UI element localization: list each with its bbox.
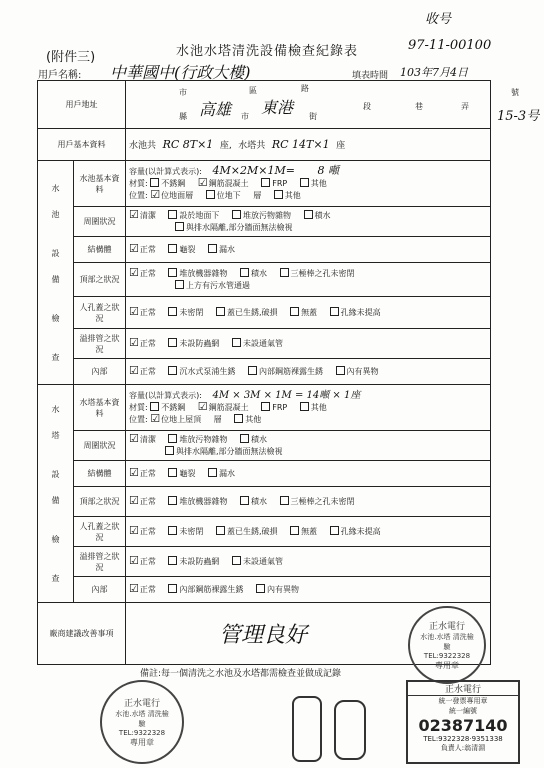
checkbox[interactable] <box>168 556 177 565</box>
pool-structure-label: 結構體 <box>74 237 126 263</box>
tower-material-text: 材質: <box>129 402 148 412</box>
pool-hole-cell: ☑正常 未密閉 蓋已生銹,破損 無蓋 孔緣未提高 <box>126 297 491 329</box>
pool-count-value: RC 8T×1 <box>162 138 214 151</box>
checkbox[interactable] <box>232 556 241 565</box>
address-district-label: 區 <box>249 85 257 95</box>
seal-small-2 <box>334 700 366 760</box>
pool-material-text: 材質: <box>129 179 148 188</box>
address-road-value: 東港 <box>261 97 294 117</box>
checkbox[interactable] <box>280 496 289 505</box>
tower-basic-label: 水塔基本資料 <box>74 385 126 431</box>
check-mark-icon[interactable]: ☑ <box>197 176 208 189</box>
tower-capacity-value: 4M × 3M × 1M = 14噸 × 1座 <box>212 389 361 401</box>
address-street-label: 街 <box>309 111 317 121</box>
checkbox[interactable] <box>240 496 249 505</box>
checkbox[interactable] <box>304 210 313 219</box>
checkbox[interactable] <box>208 244 217 253</box>
checkbox[interactable] <box>336 366 345 375</box>
check-mark-icon[interactable]: ☑ <box>129 336 139 349</box>
tower-overflow-label: 溢排管之狀況 <box>74 547 126 577</box>
tower-surround-cell: ☑清潔 堆放污物雜物 積水 與排水隔離,部分牆面無法檢視 <box>126 431 491 461</box>
tower-surround-label: 周圍狀況 <box>74 431 126 461</box>
address-alley-label: 弄 <box>461 101 469 111</box>
checkbox[interactable] <box>175 280 184 289</box>
checkbox[interactable] <box>216 526 225 535</box>
vendor-label: 廠商建議改善事項 <box>38 603 126 665</box>
address-number-label: 號 <box>511 87 519 97</box>
checkbox[interactable] <box>168 244 177 253</box>
checkbox[interactable] <box>261 402 270 411</box>
pool-capacity-result: 8 噸 <box>317 164 339 177</box>
checkbox[interactable] <box>165 446 174 455</box>
tower-top-label: 頂部之狀況 <box>74 487 126 517</box>
tower-inner-label: 內部 <box>74 577 126 603</box>
tower-section-label: 水 塔 設 備 檢 查 <box>38 385 74 603</box>
checkbox[interactable] <box>168 584 177 593</box>
basic-info-cell <box>126 129 491 161</box>
checkbox[interactable] <box>290 526 299 535</box>
checkbox[interactable] <box>232 338 241 347</box>
checkbox[interactable] <box>330 307 339 316</box>
serial-number: 97-11-00100 <box>408 38 492 53</box>
checkbox[interactable] <box>234 414 243 423</box>
basic-info-label: 用戶基本資料 <box>38 129 126 161</box>
pool-inner-cell: ☑正常 沉水式泵浦生銹 內部鋼筋裸露生銹 內有異物 <box>126 359 491 385</box>
check-mark-icon[interactable]: ☑ <box>129 265 139 279</box>
tower-count-text: 水塔共 <box>238 141 266 151</box>
fill-time-value: 103年7月4日 <box>400 66 468 79</box>
pool-structure-cell: ☑正常 龜裂 漏水 <box>126 237 491 263</box>
tower-inner-cell: ☑正常 內部鋼筋裸露生銹 內有異物 <box>126 577 491 603</box>
invoice-stamp: 正水電行 統一發票專用章 統一編號 02387140 TEL:9322328·9351338 負責人:翁清淵 <box>406 680 520 764</box>
pool-hole-label: 人孔蓋之狀況 <box>74 297 126 329</box>
checkbox[interactable] <box>240 434 249 443</box>
checkbox[interactable] <box>216 307 225 316</box>
address-city-label: 市 <box>179 87 187 97</box>
pool-basic-label: 水池基本資料 <box>74 161 126 207</box>
user-name-value: 中華國中(行政大樓) <box>110 63 251 82</box>
user-name-label: 用戶名稱: <box>38 70 82 81</box>
pool-surround-cell: ☑清潔 設於地面下 堆放污物雜物 積水 與排水隔離,部分牆面無法檢視 <box>126 207 491 237</box>
checkbox[interactable] <box>208 468 217 477</box>
inspection-form <box>37 80 540 665</box>
check-mark-icon[interactable]: ☑ <box>129 242 139 255</box>
check-mark-icon[interactable]: ☑ <box>129 554 139 567</box>
tower-structure-label: 結構體 <box>74 461 126 487</box>
address-number-value: 15-3号 <box>497 108 540 124</box>
pool-count-text: 水池共 <box>129 141 157 151</box>
checkbox[interactable] <box>175 222 184 231</box>
checkbox[interactable] <box>330 526 339 535</box>
checkbox[interactable] <box>168 526 177 535</box>
address-town-label: 市 <box>241 111 249 121</box>
checkbox[interactable] <box>168 210 177 219</box>
corner-mark: 收号 <box>425 12 452 27</box>
tower-unit: 座 <box>336 141 346 151</box>
checkbox[interactable] <box>300 402 309 411</box>
checkbox[interactable] <box>168 496 177 505</box>
checkbox[interactable] <box>168 307 177 316</box>
checkbox[interactable] <box>300 178 309 187</box>
pool-section-label: 水 池 設 備 檢 查 <box>38 161 74 385</box>
attachment-label: (附件三) <box>46 50 96 65</box>
checkbox[interactable] <box>206 190 215 199</box>
checkbox[interactable] <box>256 584 265 593</box>
pool-surround-label: 周圍狀況 <box>74 207 126 237</box>
tower-hole-cell: ☑正常 未密閉 蓋已生銹,破損 無蓋 孔緣未提高 <box>126 517 491 547</box>
page-title: 水池水塔清洗設備檢查紀錄表 <box>176 44 359 59</box>
checkbox[interactable] <box>280 268 289 277</box>
check-mark-icon[interactable]: ☑ <box>129 431 139 445</box>
check-mark-icon[interactable]: ☑ <box>197 399 208 413</box>
address-lane-label: 巷 <box>415 101 423 111</box>
checkbox[interactable] <box>274 190 283 199</box>
address-section-label: 段 <box>363 101 371 111</box>
pool-inner-label: 內部 <box>74 359 126 385</box>
check-mark-icon[interactable]: ☑ <box>129 582 139 595</box>
address-cell <box>126 81 540 129</box>
pool-unit: 座, <box>219 141 232 151</box>
footnote: 備註:每一個清洗之水池及水塔都需檢查並做成記錄 <box>140 669 342 679</box>
pool-capacity-value: 4M×2M×1M= <box>212 164 295 177</box>
tower-capacity-text: 容量(以計算式表示): <box>129 390 202 400</box>
pool-capacity-text: 容量(以計算式表示): <box>129 167 202 176</box>
pool-overflow-cell: ☑正常 未設防蟲網 未設通氣管 <box>126 329 491 359</box>
checkbox[interactable] <box>168 468 177 477</box>
check-mark-icon[interactable]: ☑ <box>129 466 139 479</box>
checkbox[interactable] <box>150 402 159 411</box>
pool-top-label: 頂部之狀況 <box>74 263 126 297</box>
tower-structure-cell: ☑正常 龜裂 漏水 <box>126 461 491 487</box>
address-county-value: 高雄 <box>199 99 232 119</box>
check-mark-icon[interactable]: ☑ <box>150 411 161 425</box>
tower-overflow-cell: ☑正常 未設防蟲網 未設通氣管 <box>126 547 491 577</box>
pool-position-text: 位置: <box>129 191 148 200</box>
check-mark-icon[interactable]: ☑ <box>150 188 161 201</box>
check-mark-icon[interactable]: ☑ <box>129 305 139 318</box>
pool-top-cell: ☑正常 堆放機器雜物 積水 三極棒之孔未密閉 上方有污水管通過 <box>126 263 491 297</box>
vendor-value: 管理良好 <box>219 623 308 648</box>
checkbox[interactable] <box>290 307 299 316</box>
check-mark-icon[interactable]: ☑ <box>129 364 139 377</box>
pool-overflow-label: 溢排管之狀況 <box>74 329 126 359</box>
company-seal-right: 正水電行 水池.水塔 清洗檢驗 TEL:9322328 專用章 <box>408 606 486 684</box>
check-mark-icon[interactable]: ☑ <box>129 524 139 537</box>
checkbox[interactable] <box>261 178 270 187</box>
checkbox[interactable] <box>232 210 241 219</box>
company-seal-bottom-left: 正水電行 水池.水塔 清洗檢驗 TEL:9322328 專用章 <box>100 680 184 764</box>
checkbox[interactable] <box>150 178 159 187</box>
seal-small-1 <box>292 696 322 762</box>
fill-time-label: 填表時間 <box>352 71 389 81</box>
checkbox[interactable] <box>168 338 177 347</box>
tower-count-value: RC 14T×1 <box>271 138 330 151</box>
tower-top-cell: ☑正常 堆放機器雜物 積水 三極棒之孔未密閉 <box>126 487 491 517</box>
address-county-label: 縣 <box>179 111 187 121</box>
checkbox[interactable] <box>248 366 257 375</box>
checkbox[interactable] <box>240 268 249 277</box>
tower-position-text: 位置: <box>129 414 148 424</box>
checkbox[interactable] <box>168 366 177 375</box>
check-mark-icon[interactable]: ☑ <box>129 494 139 507</box>
pool-basic-cell: 容量(以計算式表示): 4M×2M×1M= 8 噸 材質: 不銹鋼 ☑鋼筋混凝土 FRP 其他 位置: ☑位地面層 位地下 層 其他 <box>126 161 491 207</box>
checkbox[interactable] <box>168 268 177 277</box>
address-road-label: 路 <box>301 83 309 93</box>
tower-basic-cell: 容量(以計算式表示): 4M × 3M × 1M = 14噸 × 1座 材質: 不銹鋼 ☑鋼筋混凝土 FRP 其他 位置: ☑位地上屋頂 層 其他 <box>126 385 491 431</box>
address-label: 用戶地址 <box>38 81 126 129</box>
checkbox[interactable] <box>168 434 177 443</box>
check-mark-icon[interactable]: ☑ <box>129 207 139 221</box>
tower-hole-label: 人孔蓋之狀況 <box>74 517 126 547</box>
